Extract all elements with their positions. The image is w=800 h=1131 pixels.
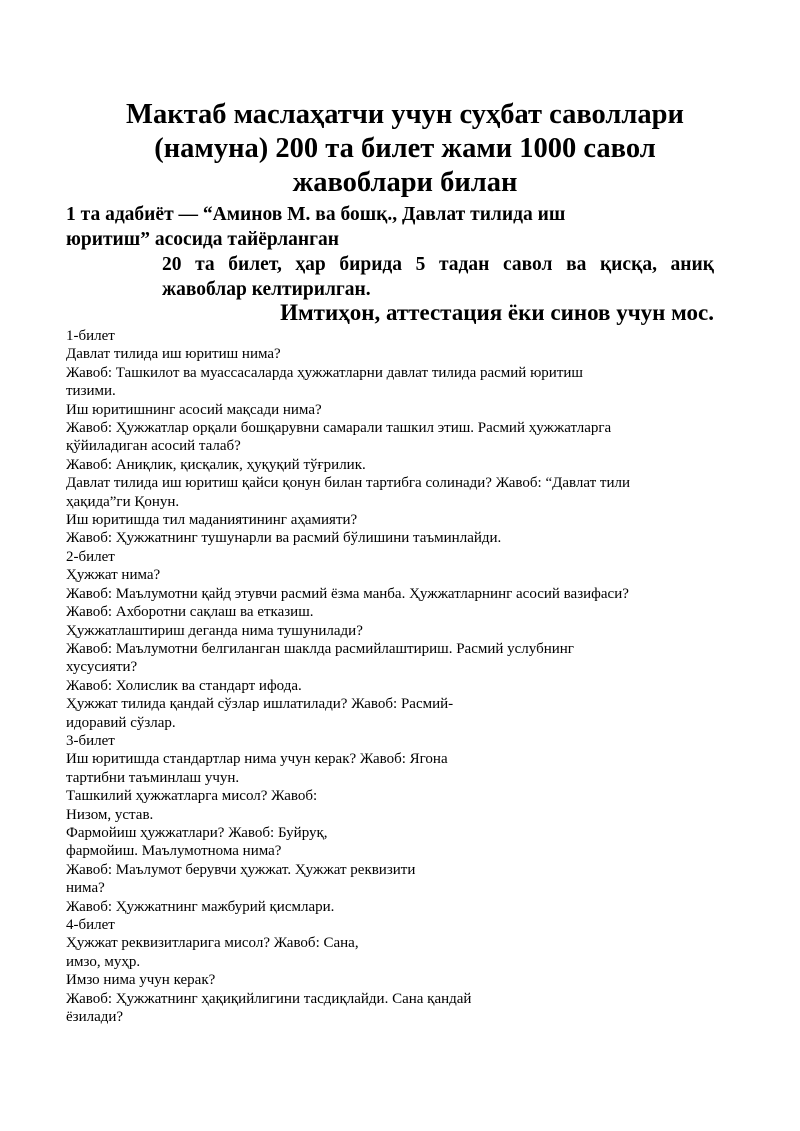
text-line: ҳақида”ги Қонун.	[66, 493, 180, 510]
title-line: Мактаб маслаҳатчи учун суҳбат саволлари	[126, 99, 684, 130]
text-line: имзо, муҳр.	[66, 953, 141, 970]
text-line: ёзилади?	[66, 1009, 124, 1026]
text-line: 2-билет	[66, 548, 115, 565]
text-line: Ҳужжатлаштириш деганда нима тушунилади?	[66, 622, 363, 639]
text-line: Жавоб: Маълумот берувчи ҳужжат. Ҳужжат реквизити	[66, 861, 416, 878]
text-line: Давлат тилида иш юритиш нима?	[66, 346, 281, 363]
text-line: Фармойиш ҳужжатлари? Жавоб: Буйруқ,	[66, 824, 328, 841]
text-line: идоравий сўзлар.	[66, 714, 176, 731]
text-line: Иш юритишда тил маданиятининг аҳамияти?	[66, 512, 358, 529]
subtitle-line: 1 та адабиёт — “Аминов М. ва бошқ., Давлат тилида иш	[66, 204, 566, 225]
usage-note: Имтиҳон, аттестация ёки синов учун мос.	[280, 300, 714, 325]
text-line: фармойиш. Маълумотнома нима?	[66, 843, 282, 860]
text-line: Ҳужжат тилида қандай сўзлар ишлатилади? Жавоб: Расмий-	[66, 696, 454, 713]
text-line: Ҳужжат реквизитларига мисол? Жавоб: Сана,	[66, 935, 359, 952]
intro-paragraph: 20 та билет, ҳар бирида 5 тадан савол ва қисқа, аниқ жавоблар келтирилган.	[162, 254, 714, 300]
text-line: Жавоб: Маълумотни қайд этувчи расмий ёзма манба. Ҳужжатларнинг асосий вазифаси?	[66, 585, 629, 602]
text-line: Ташкилий ҳужжатларга мисол? Жавоб:	[66, 788, 318, 805]
text-line: Низом, устав.	[66, 806, 154, 823]
text-line: Жавоб: Ҳужжатлар орқали бошқарувни самарали ташкил этиш. Расмий ҳужжатларга	[66, 420, 612, 437]
text-line: тартибни таъминлаш учун.	[66, 769, 240, 786]
text-line: Иш юритишнинг асосий мақсади нима?	[66, 401, 322, 418]
text-line: Жавоб: Маълумотни белгиланган шаклда расмийлаштириш. Расмий услубнинг	[66, 640, 574, 657]
source-subtitle	[66, 202, 726, 252]
text-line: 4-билет	[66, 917, 115, 933]
title-line: (намуна) 200 та билет жами 1000 савол	[154, 133, 656, 164]
text-line: Иш юритишда стандартлар нима учун керак? Жавоб: Ягона	[66, 751, 448, 768]
text-line: Давлат тилида иш юритиш қайси қонун билан тартибга солинади? Жавоб: “Давлат тили	[66, 475, 631, 492]
text-line: Жавоб: Ахборотни сақлаш ва етказиш.	[66, 604, 314, 621]
text-line: 1-билет	[66, 328, 115, 344]
text-line: Жавоб: Ҳужжатнинг ҳақиқийлигини тасдиқлайди. Сана қандай	[66, 990, 472, 1007]
text-line: Жавоб: Ҳужжатнинг тушунарли ва расмий бўлишини таъминлайди.	[66, 530, 502, 547]
page-title	[60, 98, 750, 200]
text-line: Жавоб: Ҳужжатнинг мажбурий қисмлари.	[66, 898, 335, 915]
text-line: Жавоб: Аниқлик, қисқалик, ҳуқуқий тўғрилик.	[66, 456, 366, 473]
text-line: Жавоб: Холислик ва стандарт ифода.	[66, 677, 302, 694]
ticket-question-list	[66, 327, 716, 1026]
text-line: 3-билет	[66, 732, 115, 749]
text-line: Ҳужжат нима?	[66, 567, 161, 584]
text-line: қўйиладиган асосий талаб?	[66, 438, 241, 455]
text-line: тизими.	[66, 383, 116, 400]
text-line: нима?	[66, 880, 105, 897]
text-line: Имзо нима учун керак?	[66, 972, 216, 989]
subtitle-line: юритиш” асосида тайёрланган	[66, 229, 339, 250]
title-line: жавоблари билан	[292, 167, 518, 198]
text-line: Жавоб: Ташкилот ва муассасаларда ҳужжатларни давлат тилида расмий юритиш	[66, 364, 583, 381]
text-line: хусусияти?	[66, 659, 138, 676]
